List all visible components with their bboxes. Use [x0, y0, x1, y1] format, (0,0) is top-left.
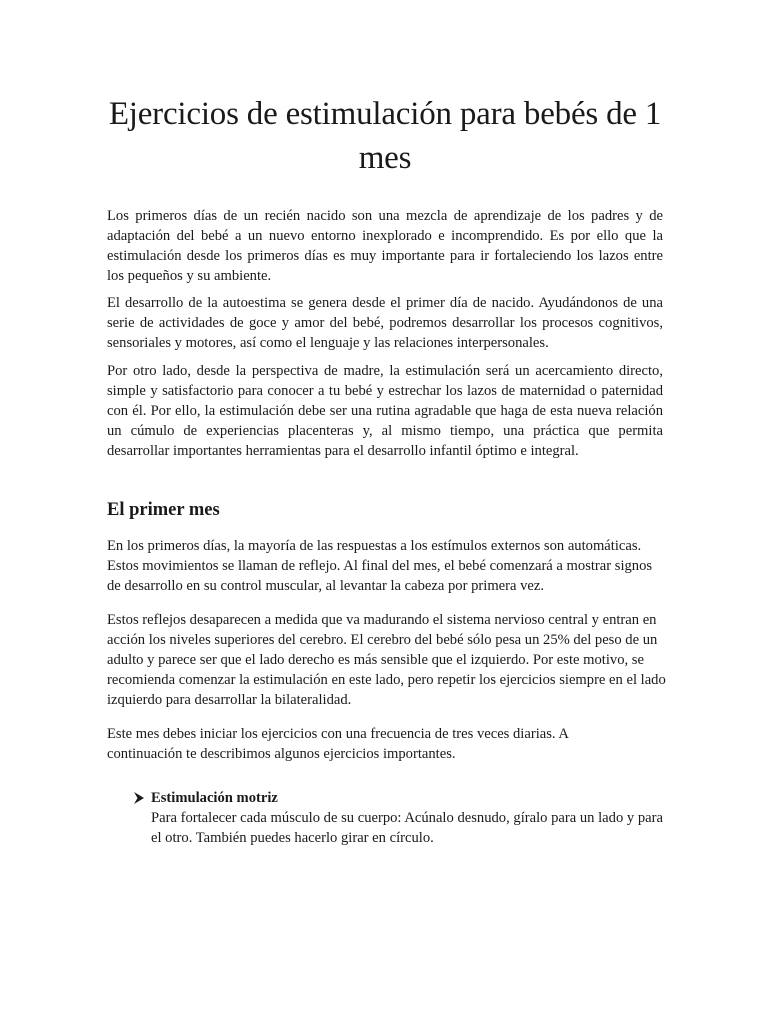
page-title: Ejercicios de estimulación para bebés de 1 mes: [108, 96, 662, 176]
list-item-heading: Estimulación motriz: [151, 790, 278, 806]
intro-paragraph: Por otro lado, desde la perspectiva de madre, la estimulación será un acercamiento directo, simple y satisfactorio para conocer a tu bebé y estrechar los lazos de maternidad o paternidad con él. Por ello, la estimulación debe ser una rutina agradable que haga de esta nueva relación un cúmulo de experiencias placenteras y, al mismo tiempo, una práctica que permita desarrollar importantes herramientas para el desarrollo infantil óptimo e integral.: [107, 363, 663, 459]
intro-paragraph: Los primeros días de un recién nacido son una mezcla de aprendizaje de los padres y de adaptación del bebé a un nuevo entorno inexplorado e incomprendido. Es por ello que la estimulación desde los primeros días es muy importante para ir fortaleciendo los lazos entre los pequeños y su ambiente.: [107, 208, 663, 284]
intro-paragraph: El desarrollo de la autoestima se genera desde el primer día de nacido. Ayudándonos de una serie de actividades de goce y amor del bebé, podremos desarrollar los procesos cognitivos, sensoriales y motores, así como el lenguaje y las relaciones interpersonales.: [107, 295, 663, 351]
section-paragraph: Este mes debes iniciar los ejercicios con una frecuencia de tres veces diarias. A continuación te describimos algunos ejercicios importantes.: [107, 726, 569, 762]
list-item-text: Para fortalecer cada músculo de su cuerpo: Acúnalo desnudo, gíralo para un lado y para el otro. También puedes hacerlo girar en círculo.: [151, 810, 663, 846]
list-item-content: [151, 788, 663, 848]
arrow-bullet-icon: [133, 791, 145, 805]
section-paragraph: Estos reflejos desaparecen a medida que va madurando el sistema nervioso central y entran en acción los niveles superiores del cerebro. El cerebro del bebé sólo pesa un 25% del peso de un adulto y parece ser que el lado derecho es más sensible que el izquierdo. Por este motivo, se recomienda comenzar la estimulación en este lado, pero repetir los ejercicios siempre en el lado izquierdo para desarrollar la bilateralidad.: [107, 612, 666, 708]
section-paragraph: En los primeros días, la mayoría de las respuestas a los estímulos externos son automáticas. Estos movimientos se llaman de reflejo. Al final del mes, el bebé comenzará a mostrar signos de desarrollo en su control muscular, al levantar la cabeza por primera vez.: [107, 538, 653, 594]
section-heading: El primer mes: [107, 500, 220, 520]
